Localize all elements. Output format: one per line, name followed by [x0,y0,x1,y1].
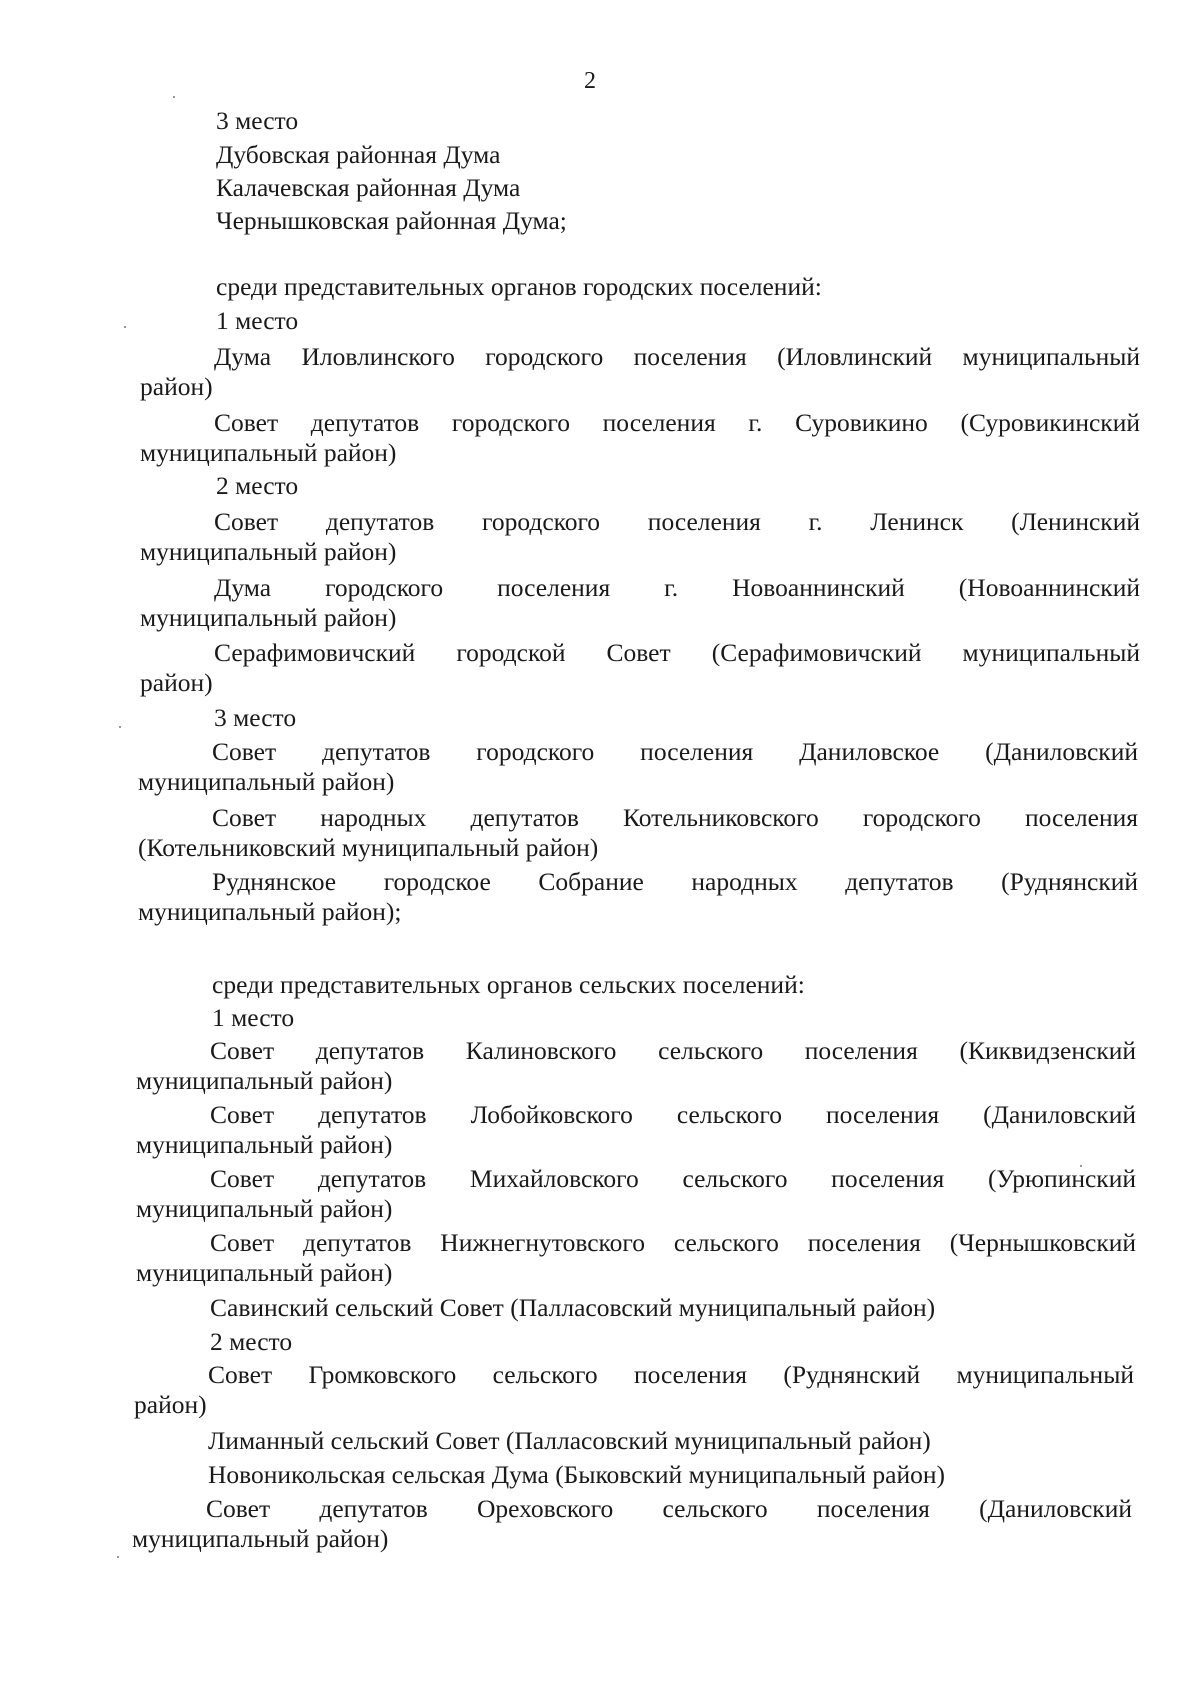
list-item-line: Серафимовичский городской Совет (Серафимовичский муниципальный [214,638,1140,667]
list-item-line: муниципальный район) [140,603,397,632]
section-heading: среди представительных органов городских поселений: [216,272,822,301]
list-item [134,1360,1134,1420]
list-item-line: Совет депутатов Лобойковского сельского поселения (Даниловский [210,1100,1136,1129]
list-item [140,408,1140,468]
scan-speck [117,1556,119,1558]
list-item: Калачевская районная Дума [216,173,521,202]
list-item-line: Дума Иловлинского городского поселения (Иловлинский муниципальный [214,342,1140,371]
place-label: 2 место [216,471,299,500]
place-label: 3 место [214,703,297,732]
list-item-line: Совет депутатов Ореховского сельского поселения (Даниловский [206,1494,1132,1523]
list-item-line: муниципальный район) [140,537,397,566]
list-item [132,1494,1132,1554]
list-item-line: Совет Громковского сельского поселения (Руднянский муниципальный [208,1360,1134,1389]
list-item [136,1100,1136,1160]
scan-speck [119,726,121,728]
list-item: Новоникольская сельская Дума (Быковский муниципальный район) [208,1460,945,1489]
list-item-line: муниципальный район) [132,1524,389,1553]
list-item-line: муниципальный район) [136,1194,393,1223]
list-item-line: район) [134,1390,207,1419]
list-item-line: муниципальный район) [138,767,395,796]
list-item [138,867,1138,927]
list-item-line: (Котельниковский муниципальный район) [138,833,599,862]
list-item-line: муниципальный район) [136,1258,393,1287]
page-number: 2 [584,68,596,94]
place-label: 1 место [212,1003,295,1032]
list-item [138,803,1138,863]
list-item [136,1228,1136,1288]
list-item-line: Совет депутатов городского поселения г. Суровикино (Суровикинский [214,408,1140,437]
list-item [140,507,1140,567]
place-label: 3 место [216,106,299,135]
list-item [136,1036,1136,1096]
scan-speck [173,96,175,98]
list-item-line: муниципальный район); [138,897,402,926]
list-item [140,573,1140,633]
list-item-line: район) [140,668,213,697]
list-item-line: муниципальный район) [140,438,397,467]
list-item-line: Совет депутатов Калиновского сельского поселения (Киквидзенский [210,1036,1136,1065]
list-item-line: Руднянское городское Собрание народных депутатов (Руднянский [212,867,1138,896]
list-item: Савинский сельский Совет (Палласовский муниципальный район) [210,1293,936,1322]
list-item: Чернышковская районная Дума; [216,206,567,235]
list-item-line: Дума городского поселения г. Новоаннинский (Новоаннинский [214,573,1140,602]
list-item-line: Совет народных депутатов Котельниковского городского поселения [212,803,1138,832]
list-item-line: Совет депутатов городского поселения г. Ленинск (Ленинский [214,507,1140,536]
place-label: 1 место [216,306,299,335]
section-heading: среди представительных органов сельских поселений: [212,970,805,999]
list-item [140,638,1140,698]
list-item-line: Совет депутатов городского поселения Даниловское (Даниловский [212,737,1138,766]
list-item: Лиманный сельский Совет (Палласовский муниципальный район) [208,1426,931,1455]
list-item-line: Совет депутатов Нижнегнутовского сельского поселения (Чернышковский [210,1228,1136,1257]
list-item-line: муниципальный район) [136,1130,393,1159]
place-label: 2 место [210,1327,293,1356]
list-item [140,342,1140,402]
list-item [138,737,1138,797]
list-item: Дубовская районная Дума [216,140,501,169]
scan-speck [124,326,126,328]
list-item-line: муниципальный район) [136,1066,393,1095]
list-item-line: Совет депутатов Михайловского сельского поселения (Урюпинский [210,1164,1136,1193]
list-item-line: район) [140,372,213,401]
list-item [136,1164,1136,1224]
